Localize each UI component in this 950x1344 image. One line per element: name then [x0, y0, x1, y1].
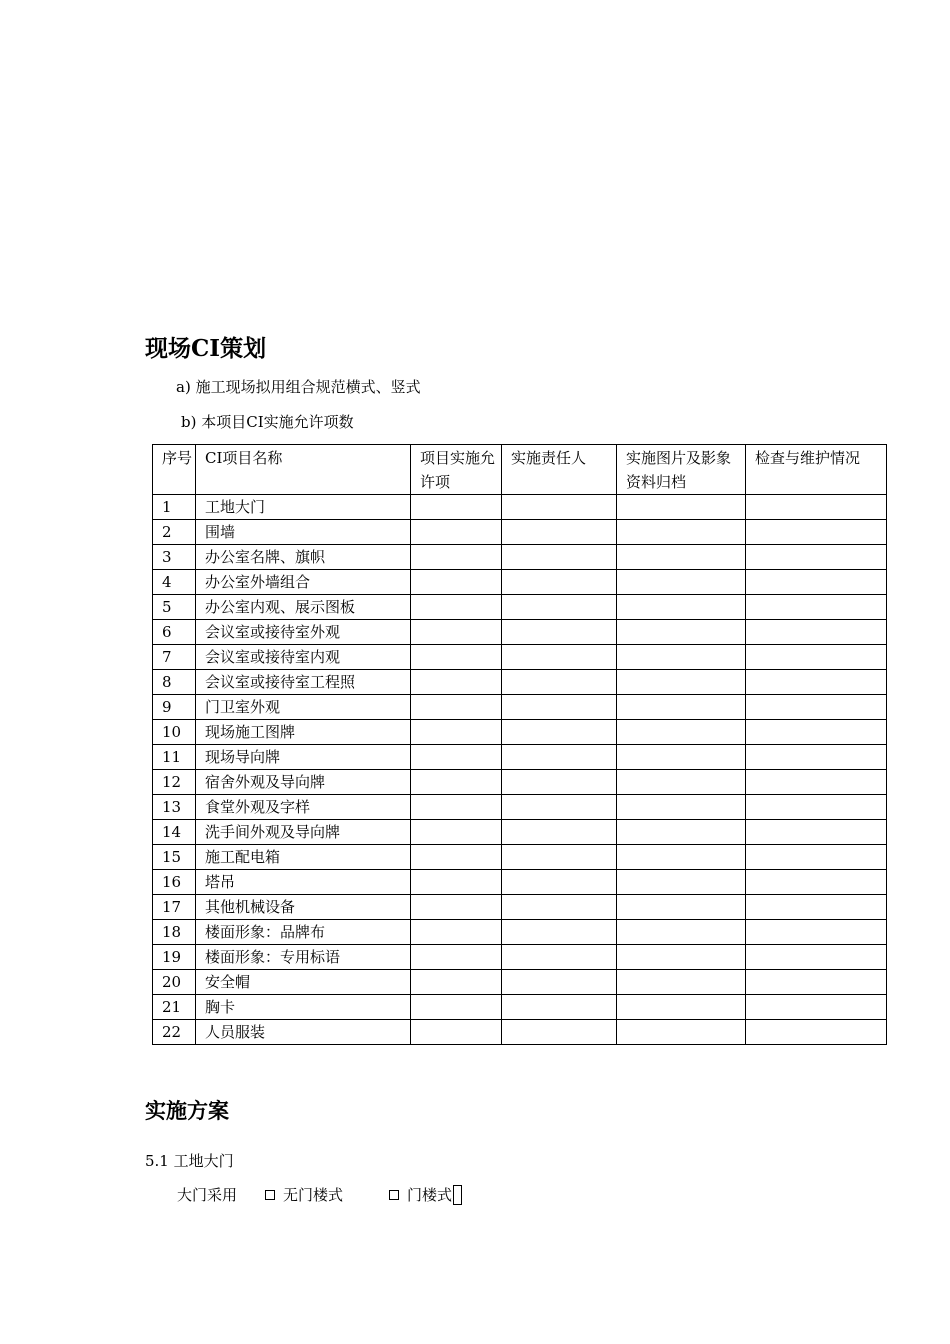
cell-allowed[interactable] — [411, 545, 502, 570]
cell-owner[interactable] — [502, 670, 617, 695]
gate-options-row — [177, 1184, 462, 1206]
cell-check[interactable] — [746, 520, 887, 545]
cell-owner[interactable] — [502, 695, 617, 720]
cell-photo[interactable] — [617, 820, 746, 845]
cell-check[interactable] — [746, 945, 887, 970]
cell-photo[interactable] — [617, 495, 746, 520]
cell-allowed[interactable] — [411, 895, 502, 920]
cell-name: 会议室或接待室外观 — [196, 620, 411, 645]
table-row — [153, 995, 887, 1020]
cell-owner[interactable] — [502, 845, 617, 870]
cell-owner[interactable] — [502, 970, 617, 995]
cell-check[interactable] — [746, 820, 887, 845]
table-row — [153, 795, 887, 820]
cell-owner[interactable] — [502, 595, 617, 620]
header-name: CI项目名称 — [196, 445, 411, 495]
cell-no: 17 — [153, 895, 196, 920]
cell-photo[interactable] — [617, 595, 746, 620]
cell-name: 工地大门 — [196, 495, 411, 520]
cell-photo[interactable] — [617, 895, 746, 920]
cell-check[interactable] — [746, 745, 887, 770]
checkbox-icon[interactable] — [389, 1190, 399, 1200]
cell-owner[interactable] — [502, 920, 617, 945]
cell-no: 7 — [153, 645, 196, 670]
cell-name: 会议室或接待室工程照 — [196, 670, 411, 695]
cell-photo[interactable] — [617, 995, 746, 1020]
cell-check[interactable] — [746, 570, 887, 595]
cell-owner[interactable] — [502, 520, 617, 545]
table-row — [153, 1020, 887, 1045]
table-row — [153, 745, 887, 770]
cell-owner[interactable] — [502, 645, 617, 670]
cell-no: 5 — [153, 595, 196, 620]
cell-name: 办公室内观、展示图板 — [196, 595, 411, 620]
cell-check[interactable] — [746, 995, 887, 1020]
table-row — [153, 945, 887, 970]
cell-no: 22 — [153, 1020, 196, 1045]
table-row — [153, 845, 887, 870]
cell-photo[interactable] — [617, 520, 746, 545]
cell-check[interactable] — [746, 670, 887, 695]
cell-photo[interactable] — [617, 920, 746, 945]
table-row — [153, 895, 887, 920]
cell-allowed[interactable] — [411, 520, 502, 545]
cell-allowed[interactable] — [411, 1020, 502, 1045]
cell-name: 办公室名牌、旗帜 — [196, 545, 411, 570]
table-row — [153, 770, 887, 795]
cell-name: 现场施工图牌 — [196, 720, 411, 745]
table-row — [153, 970, 887, 995]
cell-photo[interactable] — [617, 720, 746, 745]
cell-check[interactable] — [746, 545, 887, 570]
cell-no: 19 — [153, 945, 196, 970]
cell-check[interactable] — [746, 845, 887, 870]
cell-owner[interactable] — [502, 820, 617, 845]
option-gatehouse[interactable] — [389, 1184, 462, 1206]
cell-no: 3 — [153, 545, 196, 570]
cell-name: 宿舍外观及导向牌 — [196, 770, 411, 795]
cell-name: 楼面形象：品牌布 — [196, 920, 411, 945]
table-row — [153, 545, 887, 570]
cell-check[interactable] — [746, 720, 887, 745]
cell-owner[interactable] — [502, 945, 617, 970]
header-owner: 实施责任人 — [502, 445, 617, 495]
cell-no: 14 — [153, 820, 196, 845]
cell-photo[interactable] — [617, 745, 746, 770]
cell-owner[interactable] — [502, 770, 617, 795]
cell-check[interactable] — [746, 495, 887, 520]
cell-no: 16 — [153, 870, 196, 895]
cell-owner[interactable] — [502, 620, 617, 645]
cell-name: 其他机械设备 — [196, 895, 411, 920]
table-row — [153, 645, 887, 670]
cell-no: 13 — [153, 795, 196, 820]
cell-photo[interactable] — [617, 1020, 746, 1045]
cell-check[interactable] — [746, 895, 887, 920]
cell-allowed[interactable] — [411, 845, 502, 870]
checkbox-icon[interactable] — [265, 1190, 275, 1200]
cell-photo[interactable] — [617, 695, 746, 720]
cell-check[interactable] — [746, 695, 887, 720]
cell-check[interactable] — [746, 920, 887, 945]
cell-check[interactable] — [746, 870, 887, 895]
section-title: 实施方案 — [145, 1098, 229, 1123]
cell-no: 2 — [153, 520, 196, 545]
cell-no: 21 — [153, 995, 196, 1020]
cell-owner[interactable] — [502, 495, 617, 520]
table-row — [153, 520, 887, 545]
table-row — [153, 620, 887, 645]
cell-check[interactable] — [746, 970, 887, 995]
cell-check[interactable] — [746, 595, 887, 620]
table-row — [153, 920, 887, 945]
cell-owner[interactable] — [502, 795, 617, 820]
cell-check[interactable] — [746, 1020, 887, 1045]
cell-allowed[interactable] — [411, 970, 502, 995]
ci-items-table — [152, 444, 887, 1045]
header-no: 序号 — [153, 445, 196, 495]
cell-no: 10 — [153, 720, 196, 745]
item-a: a) 施工现场拟用组合规范横式、竖式 — [176, 378, 421, 396]
cell-check[interactable] — [746, 770, 887, 795]
cell-name: 会议室或接待室内观 — [196, 645, 411, 670]
cell-allowed[interactable] — [411, 795, 502, 820]
cell-no: 15 — [153, 845, 196, 870]
cell-owner[interactable] — [502, 1020, 617, 1045]
option-no-gatehouse[interactable] — [265, 1184, 343, 1206]
cell-name: 门卫室外观 — [196, 695, 411, 720]
cell-photo[interactable] — [617, 670, 746, 695]
cell-photo[interactable] — [617, 870, 746, 895]
table-row — [153, 720, 887, 745]
cell-name: 洗手间外观及导向牌 — [196, 820, 411, 845]
cell-allowed[interactable] — [411, 870, 502, 895]
cell-photo[interactable] — [617, 645, 746, 670]
cell-owner[interactable] — [502, 895, 617, 920]
cell-photo[interactable] — [617, 795, 746, 820]
table-row — [153, 670, 887, 695]
page-title: 现场CI策划 — [145, 335, 267, 362]
cell-owner[interactable] — [502, 570, 617, 595]
table-header-row — [153, 445, 887, 495]
cell-allowed[interactable] — [411, 770, 502, 795]
cell-check[interactable] — [746, 795, 887, 820]
cell-photo[interactable] — [617, 945, 746, 970]
cell-allowed[interactable] — [411, 720, 502, 745]
cell-photo[interactable] — [617, 770, 746, 795]
cell-allowed[interactable] — [411, 695, 502, 720]
cell-no: 11 — [153, 745, 196, 770]
cell-allowed[interactable] — [411, 920, 502, 945]
sub-heading: 5.1 工地大门 — [145, 1152, 234, 1170]
cell-owner[interactable] — [502, 995, 617, 1020]
cell-allowed[interactable] — [411, 595, 502, 620]
text-cursor-icon — [453, 1185, 462, 1205]
item-b: b) 本项目CI实施允许项数 — [181, 413, 354, 431]
cell-no: 8 — [153, 670, 196, 695]
cell-photo[interactable] — [617, 545, 746, 570]
cell-name: 食堂外观及字样 — [196, 795, 411, 820]
cell-name: 楼面形象：专用标语 — [196, 945, 411, 970]
cell-allowed[interactable] — [411, 670, 502, 695]
cell-no: 1 — [153, 495, 196, 520]
cell-name: 安全帽 — [196, 970, 411, 995]
cell-photo[interactable] — [617, 570, 746, 595]
cell-allowed[interactable] — [411, 945, 502, 970]
cell-allowed[interactable] — [411, 820, 502, 845]
table-row — [153, 495, 887, 520]
table-row — [153, 870, 887, 895]
cell-photo[interactable] — [617, 845, 746, 870]
cell-owner[interactable] — [502, 545, 617, 570]
cell-check[interactable] — [746, 645, 887, 670]
cell-allowed[interactable] — [411, 620, 502, 645]
header-photo: 实施图片及影象资料归档 — [617, 445, 746, 495]
cell-photo[interactable] — [617, 970, 746, 995]
cell-name: 围墙 — [196, 520, 411, 545]
cell-name: 人员服装 — [196, 1020, 411, 1045]
cell-name: 施工配电箱 — [196, 845, 411, 870]
cell-name: 现场导向牌 — [196, 745, 411, 770]
cell-allowed[interactable] — [411, 995, 502, 1020]
cell-owner[interactable] — [502, 720, 617, 745]
cell-photo[interactable] — [617, 620, 746, 645]
cell-owner[interactable] — [502, 870, 617, 895]
cell-allowed[interactable] — [411, 570, 502, 595]
gate-label: 大门采用 — [177, 1186, 238, 1204]
cell-allowed[interactable] — [411, 495, 502, 520]
table-row — [153, 820, 887, 845]
cell-allowed[interactable] — [411, 645, 502, 670]
cell-name: 胸卡 — [196, 995, 411, 1020]
cell-no: 4 — [153, 570, 196, 595]
cell-no: 20 — [153, 970, 196, 995]
cell-no: 6 — [153, 620, 196, 645]
cell-owner[interactable] — [502, 745, 617, 770]
cell-name: 塔吊 — [196, 870, 411, 895]
cell-no: 9 — [153, 695, 196, 720]
cell-name: 办公室外墙组合 — [196, 570, 411, 595]
cell-no: 18 — [153, 920, 196, 945]
cell-allowed[interactable] — [411, 745, 502, 770]
cell-no: 12 — [153, 770, 196, 795]
header-check: 检查与维护情况 — [746, 445, 887, 495]
header-allowed: 项目实施允许项 — [411, 445, 502, 495]
table-row — [153, 595, 887, 620]
table-row — [153, 695, 887, 720]
option-gatehouse-label: 门楼式 — [407, 1186, 453, 1204]
option-no-gatehouse-label: 无门楼式 — [283, 1186, 344, 1204]
cell-check[interactable] — [746, 620, 887, 645]
table-row — [153, 570, 887, 595]
